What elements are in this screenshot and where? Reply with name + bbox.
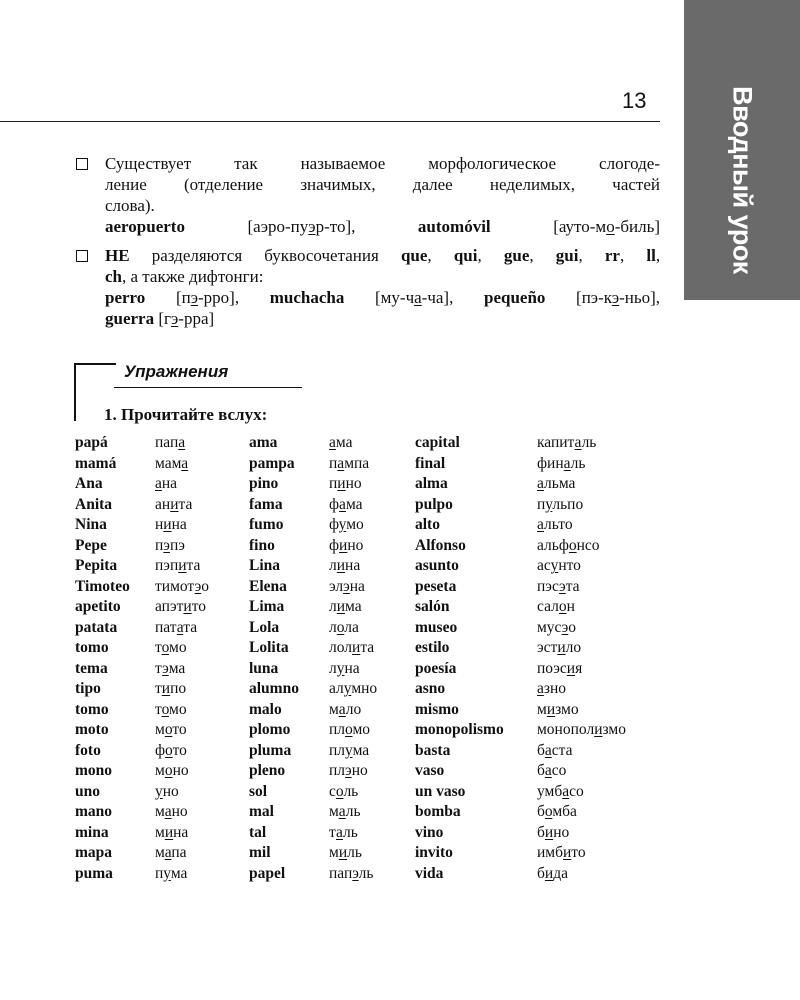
stressed-vowel: и: [352, 639, 361, 656]
stressed-vowel: и: [178, 557, 187, 574]
russian-transcription: альто: [537, 516, 573, 533]
stressed-vowel: о: [161, 700, 170, 718]
stressed-vowel: о: [164, 721, 173, 738]
spanish-word: Lima: [249, 598, 285, 615]
page-number: 13: [622, 88, 647, 113]
exercise-section-title: Упражнения: [124, 362, 229, 381]
stressed-vowel: о: [335, 782, 344, 800]
stressed-vowel: и: [163, 516, 172, 533]
russian-transcription: салон: [537, 598, 575, 615]
spanish-word: pino: [249, 475, 279, 492]
rule-text-line: Существует так называемое морфологическое слогоде-: [105, 154, 660, 173]
stressed-vowel: а: [338, 803, 346, 820]
spanish-word: Pepita: [75, 557, 118, 574]
stressed-vowel: и: [183, 598, 192, 615]
russian-transcription: лима: [329, 598, 362, 615]
russian-transcription: пульпо: [537, 495, 584, 513]
exercise-task: 1. Прочитайте вслух:: [104, 405, 268, 424]
rule-example-line: perro [пэ-рро], muchacha [му-ча-ча], pequeño [пэ-кэ-ньо],: [105, 288, 661, 307]
russian-transcription: мусэо: [537, 618, 577, 636]
russian-transcription: эстило: [537, 639, 582, 656]
russian-transcription: тимотэо: [155, 577, 209, 595]
russian-transcription: папа: [155, 434, 186, 451]
stressed-vowel: и: [594, 721, 603, 738]
stressed-vowel: у: [155, 782, 163, 800]
spanish-word: patata: [75, 618, 118, 636]
checkbox-bullet-icon: [76, 158, 88, 170]
spanish-word: luna: [249, 659, 279, 677]
spanish-word: mamá: [75, 454, 117, 472]
stressed-vowel: а: [164, 844, 172, 861]
stressed-vowel: о: [164, 762, 173, 779]
russian-transcription: анита: [155, 495, 193, 513]
stressed-vowel: и: [337, 475, 346, 492]
spanish-word: Lolita: [249, 639, 289, 656]
spanish-word: pleno: [249, 762, 286, 779]
russian-transcription: альфонсо: [537, 536, 600, 554]
stressed-vowel: о: [336, 618, 345, 636]
spanish-word: Alfonso: [415, 536, 466, 554]
spanish-word: capital: [415, 434, 460, 451]
stressed-vowel: и: [170, 495, 179, 513]
russian-transcription: нина: [155, 516, 187, 533]
russian-transcription: финаль: [537, 454, 586, 472]
spanish-word: plomo: [249, 721, 291, 738]
spanish-word: apetito: [75, 598, 121, 615]
stressed-vowel: и: [557, 639, 566, 656]
russian-transcription: плэно: [329, 762, 368, 779]
russian-transcription: фумо: [329, 516, 364, 533]
russian-transcription: томо: [155, 639, 187, 656]
spanish-word-column: [249, 433, 299, 884]
stressed-vowel: а: [329, 434, 336, 451]
stressed-vowel: а: [544, 762, 552, 779]
russian-transcription: мано: [155, 803, 188, 820]
stressed-vowel: о: [345, 721, 353, 738]
transcription-column: [537, 433, 626, 884]
stressed-vowel: э: [345, 762, 352, 779]
russian-transcription: бомба: [537, 803, 577, 820]
stressed-vowel: а: [337, 454, 345, 472]
spanish-word: Pepe: [75, 536, 107, 554]
russian-transcription: пэпита: [155, 557, 201, 574]
spanish-word: Lina: [249, 557, 281, 574]
spanish-word: mal: [249, 803, 274, 820]
rule-bullet-morphological: [76, 153, 660, 237]
russian-transcription: пампа: [329, 454, 370, 472]
stressed-vowel: у: [336, 659, 345, 677]
stressed-vowel: э: [559, 577, 566, 595]
stressed-vowel: а: [335, 823, 343, 841]
russian-transcription: апэтито: [155, 598, 207, 615]
spanish-word: peseta: [415, 577, 457, 595]
stressed-vowel: а: [537, 516, 545, 533]
russian-transcription: капиталь: [537, 434, 597, 451]
spanish-word: tema: [75, 659, 108, 677]
russian-transcription: асунто: [537, 557, 581, 574]
russian-transcription: ана: [155, 475, 178, 492]
russian-transcription: мапа: [155, 844, 187, 861]
stressed-vowel: и: [566, 659, 576, 677]
russian-transcription: луна: [329, 659, 360, 677]
stressed-vowel: а: [155, 475, 162, 492]
russian-transcription: мизмо: [537, 700, 579, 718]
rule-text-line: слова).: [105, 196, 155, 215]
spanish-word: mano: [75, 803, 113, 820]
spanish-word: puma: [75, 864, 113, 882]
russian-transcription: фото: [155, 741, 187, 759]
stressed-vowel: а: [176, 618, 184, 636]
spanish-word: fumo: [249, 516, 284, 533]
spanish-word: invito: [415, 844, 453, 861]
spanish-word: mil: [249, 844, 271, 861]
spanish-word: fino: [249, 536, 275, 554]
spanish-word: bomba: [415, 803, 461, 820]
stressed-vowel: и: [164, 823, 174, 841]
spanish-word: basta: [415, 741, 451, 759]
spanish-word: asno: [415, 680, 446, 697]
stressed-vowel: э: [343, 577, 350, 595]
russian-transcription: мама: [155, 454, 189, 472]
russian-transcription: ама: [329, 434, 353, 451]
exercise-title-underline: [114, 387, 302, 388]
spanish-word: museo: [415, 618, 458, 636]
stressed-vowel: а: [338, 700, 346, 718]
spanish-word: final: [415, 454, 446, 472]
stressed-vowel: а: [563, 454, 571, 472]
russian-transcription: имбито: [537, 844, 586, 861]
spanish-word: papá: [75, 434, 108, 451]
spanish-word: vida: [415, 864, 444, 882]
spanish-word: tomo: [75, 639, 109, 656]
stressed-vowel: о: [558, 598, 567, 615]
russian-transcription: пэсэта: [537, 577, 580, 595]
russian-transcription: лола: [329, 618, 359, 636]
stressed-vowel: э: [194, 577, 202, 595]
stressed-vowel: а: [164, 803, 172, 820]
russian-transcription: маль: [329, 803, 361, 820]
spanish-word: sol: [249, 782, 268, 800]
russian-transcription: типо: [155, 680, 187, 697]
stressed-vowel: и: [338, 844, 348, 861]
russian-transcription: баста: [537, 741, 573, 759]
stressed-vowel: и: [546, 700, 556, 718]
stressed-vowel: и: [563, 844, 572, 861]
transcription-column: [329, 433, 377, 884]
stressed-vowel: у: [345, 741, 353, 759]
spanish-word: pulpo: [415, 495, 453, 513]
spanish-word: vaso: [415, 762, 445, 779]
russian-transcription: таль: [329, 823, 358, 841]
spanish-word: un vaso: [415, 782, 466, 800]
spanish-word: mismo: [415, 700, 459, 718]
stressed-vowel: а: [178, 434, 186, 451]
russian-transcription: бида: [537, 864, 568, 882]
stressed-vowel: у: [545, 495, 553, 513]
spanish-word-column: [75, 433, 130, 884]
stressed-vowel: у: [550, 557, 559, 574]
stressed-vowel: а: [537, 680, 544, 697]
spanish-word: vino: [415, 823, 444, 841]
stressed-vowel: э: [162, 659, 169, 677]
stressed-vowel: у: [343, 680, 352, 697]
russian-transcription: уно: [155, 782, 179, 800]
russian-transcription: плума: [329, 741, 370, 759]
rule-bullet-not-separated: [76, 245, 660, 329]
stressed-vowel: и: [336, 557, 346, 574]
stressed-vowel: и: [161, 680, 171, 697]
russian-transcription: азно: [537, 680, 567, 697]
russian-transcription: папэль: [329, 864, 374, 882]
russian-transcription: соль: [329, 782, 359, 800]
spanish-word: estilo: [415, 639, 450, 656]
spanish-word: fama: [249, 495, 283, 513]
russian-transcription: патата: [155, 618, 198, 636]
stressed-vowel: а: [544, 741, 552, 759]
spanish-word: tipo: [75, 680, 101, 697]
russian-transcription: мало: [329, 700, 362, 718]
stressed-vowel: а: [339, 495, 346, 513]
rule-example-line: guerra [гэ-рра]: [105, 309, 215, 328]
stressed-vowel: и: [544, 823, 554, 841]
spanish-word: malo: [249, 700, 282, 718]
stressed-vowel: а: [574, 434, 582, 451]
spanish-word: tal: [249, 823, 267, 841]
stressed-vowel: и: [544, 864, 554, 882]
russian-transcription: элэна: [329, 577, 365, 595]
spanish-word: pluma: [249, 741, 292, 759]
spanish-word: foto: [75, 741, 101, 759]
spanish-word: poesía: [415, 659, 457, 677]
stressed-vowel: а: [181, 454, 189, 472]
spanish-word: pampa: [249, 454, 295, 472]
russian-transcription: миль: [329, 844, 362, 861]
stressed-vowel: о: [165, 741, 173, 759]
spanish-word: mina: [75, 823, 109, 841]
spanish-word: mapa: [75, 844, 113, 861]
spanish-word: mono: [75, 762, 113, 779]
spanish-word: Elena: [249, 577, 287, 595]
stressed-vowel: о: [161, 639, 170, 656]
russian-transcription: умбасо: [537, 782, 584, 800]
stressed-vowel: и: [339, 536, 348, 554]
rule-text-line: НЕ разделяются буквосочетания que, qui, gue, gui, rr, ll,: [105, 246, 661, 265]
spanish-word: moto: [75, 721, 109, 738]
russian-transcription: фино: [329, 536, 364, 554]
spanish-word: Ana: [75, 475, 103, 492]
spanish-word: Timoteo: [75, 577, 130, 595]
spanish-word: Lola: [249, 618, 280, 636]
russian-transcription: алумно: [329, 680, 378, 697]
spanish-word: alma: [415, 475, 448, 492]
spanish-word: uno: [75, 782, 100, 800]
stressed-vowel: а: [562, 782, 570, 800]
spanish-word: monopolismo: [415, 721, 504, 738]
spanish-word: tomo: [75, 700, 109, 718]
spanish-word: ama: [249, 434, 278, 451]
spanish-word: Anita: [75, 495, 113, 513]
russian-transcription: бино: [537, 823, 570, 841]
rule-text-line: ление (отделение значимых, далее неделимых, частей: [105, 175, 660, 194]
russian-transcription: тэма: [155, 659, 186, 677]
stressed-vowel: о: [568, 536, 577, 554]
russian-transcription: басо: [537, 762, 567, 779]
stressed-vowel: у: [163, 864, 171, 882]
checkbox-bullet-icon: [76, 250, 88, 262]
russian-transcription: пломо: [329, 721, 371, 738]
spanish-word: papel: [249, 864, 286, 882]
stressed-vowel: э: [561, 618, 569, 636]
russian-transcription: моно: [155, 762, 189, 779]
russian-transcription: мото: [155, 721, 187, 738]
stressed-vowel: а: [537, 475, 545, 492]
rule-text-line: ch, а также дифтонги:: [105, 267, 264, 286]
russian-transcription: лина: [329, 557, 361, 574]
stressed-vowel: э: [163, 536, 170, 554]
russian-transcription: томо: [155, 700, 187, 718]
spanish-word: alto: [415, 516, 440, 533]
russian-transcription: фама: [329, 495, 363, 513]
russian-transcription: пэпэ: [155, 536, 185, 554]
header-rule: [0, 121, 660, 122]
chapter-side-tab-label: Вводный урок: [727, 86, 758, 274]
stressed-vowel: и: [336, 598, 346, 615]
russian-transcription: поэсия: [537, 659, 583, 677]
stressed-vowel: о: [544, 803, 553, 820]
rule-example-line: aeropuerto [аэро-пуэр-то], automóvil [ауто-мо-биль]: [105, 217, 661, 236]
spanish-word: Nina: [75, 516, 107, 533]
transcription-column: [155, 433, 209, 884]
russian-transcription: лолита: [329, 639, 375, 656]
russian-transcription: пума: [155, 864, 188, 882]
spanish-word: asunto: [415, 557, 459, 574]
russian-transcription: мина: [155, 823, 189, 841]
stressed-vowel: э: [352, 864, 359, 882]
stressed-vowel: у: [338, 516, 347, 533]
russian-transcription: пино: [329, 475, 362, 492]
spanish-word: alumno: [249, 680, 299, 697]
russian-transcription: альма: [537, 475, 576, 492]
spanish-word-column: [415, 433, 504, 884]
russian-transcription: монополизмо: [537, 721, 626, 738]
spanish-word: salón: [415, 598, 450, 615]
